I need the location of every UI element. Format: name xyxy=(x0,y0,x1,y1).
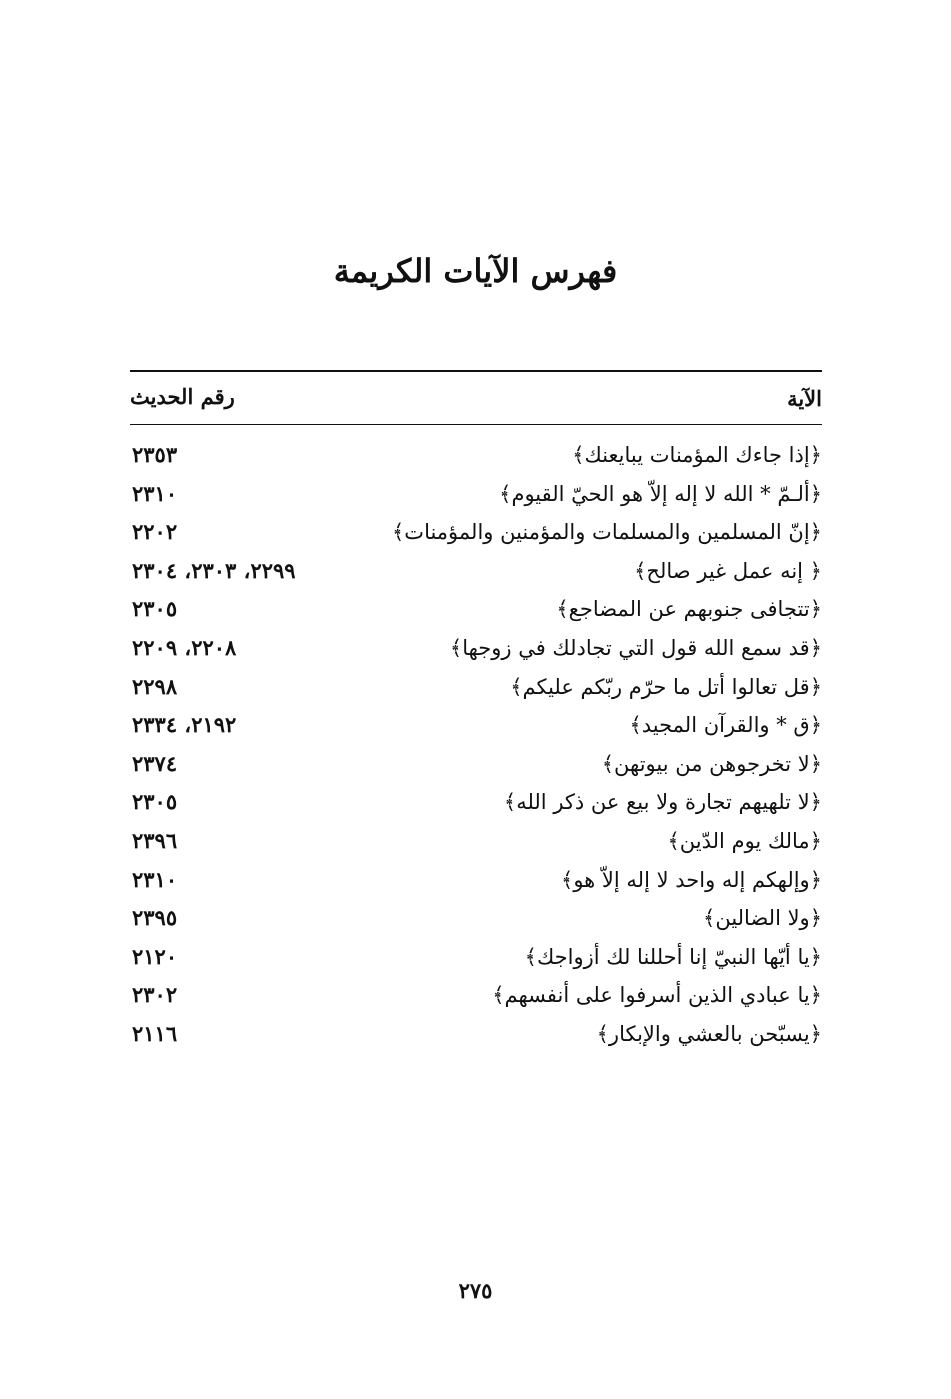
column-header-hadith-number: رقم الحديث xyxy=(130,384,235,409)
hadith-numbers: ٢٣٠٢ xyxy=(132,982,178,1008)
table-row xyxy=(130,748,822,787)
verse-text: ﴿لا تخرجوهن من بيوتهن﴾ xyxy=(601,751,822,776)
table-row xyxy=(130,1018,822,1057)
hadith-numbers: ٢٣١٠ xyxy=(132,480,178,506)
page-title: فهرس الآيات الكريمة xyxy=(333,252,618,290)
verse-text: ﴿ولا الضالين﴾ xyxy=(703,906,822,931)
table-row xyxy=(130,786,822,825)
hadith-numbers: ٢٢٠٢ xyxy=(132,519,178,545)
verse-text: ﴿مالك يوم الدّين﴾ xyxy=(667,828,822,853)
hadith-numbers: ٢٣٥٣ xyxy=(132,442,178,467)
hadith-numbers: ٢٣٩٦ xyxy=(132,827,178,853)
verse-text: ﴿تتجافى جنوبهم عن المضاجع﴾ xyxy=(556,597,822,622)
verse-text: ﴿وإلهكم إله واحد لا إله إلاّ هو﴾ xyxy=(561,867,822,892)
table-row xyxy=(130,632,822,671)
hadith-numbers: ٢٣٠٥ xyxy=(132,789,178,815)
verse-text: ﴿يسبّحن بالعشي والإبكار﴾ xyxy=(596,1021,822,1046)
verse-text: ﴿قد سمع الله قول التي تجادلك في زوجها﴾ xyxy=(449,635,822,660)
verse-text: ﴿لا تلهيهم تجارة ولا بيع عن ذكر الله﴾ xyxy=(503,790,822,815)
column-header-verse: الآية xyxy=(787,386,822,411)
verse-text: ﴿يا أيّها النبيّ إنا أحللنا لك أزواجك﴾ xyxy=(524,944,822,969)
table-row xyxy=(130,864,822,903)
table-body xyxy=(130,439,822,1057)
hadith-numbers: ٢٣٠٥ xyxy=(132,596,178,622)
table-row xyxy=(130,478,822,517)
table-row xyxy=(130,439,822,478)
verse-text: ﴿يا عبادي الذين أسرفوا على أنفسهم﴾ xyxy=(492,983,822,1008)
table-row xyxy=(130,941,822,980)
verse-text: ﴿ألـمّ * الله لا إله إلاّ هو الحيّ القيوم﴾ xyxy=(499,481,822,506)
table-row xyxy=(130,671,822,710)
table-row xyxy=(130,593,822,632)
table-row xyxy=(130,902,822,941)
table-header-rule xyxy=(130,424,822,425)
hadith-numbers: ٢١١٦ xyxy=(132,1020,178,1046)
hadith-numbers: ٢١٩٢، ٢٣٣٤ xyxy=(132,712,237,738)
table-row xyxy=(130,555,822,594)
hadith-numbers: ٢٣٧٤ xyxy=(132,750,178,776)
verse-text: ﴿إنّ المسلمين والمسلمات والمؤمنين والمؤمنات﴾ xyxy=(392,520,822,545)
hadith-numbers: ٢٣١٠ xyxy=(132,866,178,892)
hadith-numbers: ٢٣٩٥ xyxy=(132,905,178,931)
table-header xyxy=(130,372,822,424)
page-number: ٢٧٥ xyxy=(458,1278,493,1303)
verse-text: ﴿إذا جاءك المؤمنات يبايعنك﴾ xyxy=(572,443,822,467)
hadith-numbers: ٢٢٩٩، ٢٣٠٣، ٢٣٠٤ xyxy=(132,557,296,583)
table-row xyxy=(130,979,822,1018)
table-row xyxy=(130,516,822,555)
table-row xyxy=(130,825,822,864)
hadith-numbers: ٢١٢٠ xyxy=(132,943,178,969)
verse-text: ﴿ق * والقرآن المجيد﴾ xyxy=(629,713,822,738)
verse-index-table xyxy=(130,370,822,1057)
hadith-numbers: ٢٢٠٨، ٢٢٠٩ xyxy=(132,634,237,660)
verse-text: ﴿ إنه عمل غير صالح﴾ xyxy=(634,558,822,583)
verse-text: ﴿قل تعالوا أتل ما حرّم ربّكم عليكم﴾ xyxy=(510,674,822,699)
table-row xyxy=(130,709,822,748)
hadith-numbers: ٢٢٩٨ xyxy=(132,673,178,699)
